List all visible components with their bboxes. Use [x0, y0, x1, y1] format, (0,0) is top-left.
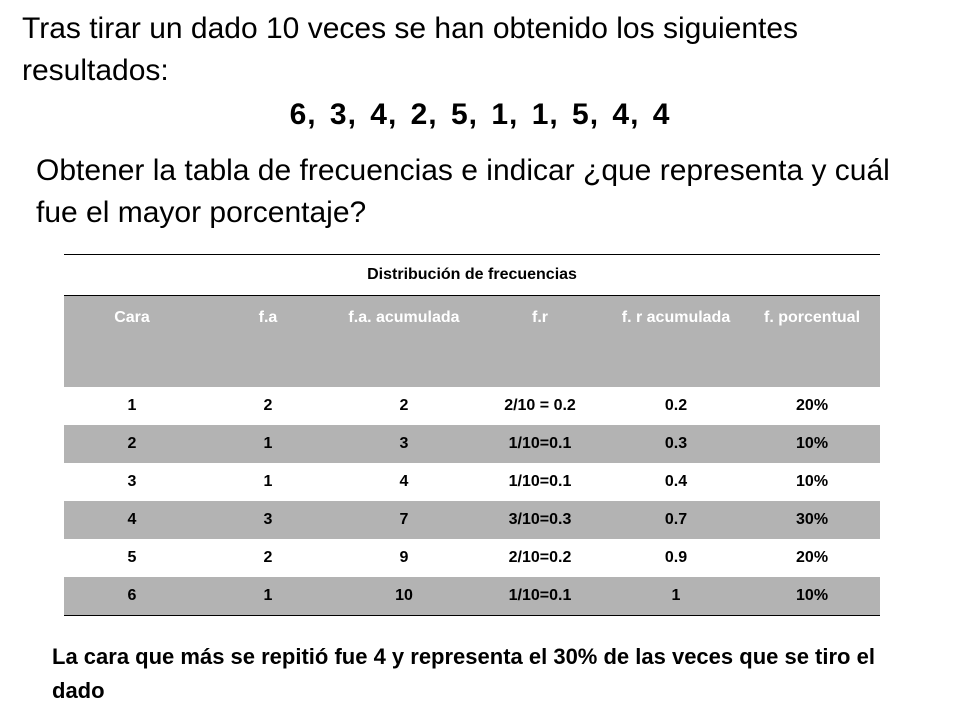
- cell-fa: 1: [200, 463, 336, 501]
- header-fr: f.r: [472, 296, 608, 388]
- cell-f-porcentual: 20%: [744, 539, 880, 577]
- cell-f-porcentual: 20%: [744, 387, 880, 425]
- header-fa: f.a: [200, 296, 336, 388]
- cell-fr: 2/10 = 0.2: [472, 387, 608, 425]
- conclusion-text: La cara que más se repitió fue 4 y representa el 30% de las veces que se tiro el dado: [52, 644, 875, 703]
- frequency-table-container: [64, 254, 880, 616]
- cell-fa: 3: [200, 501, 336, 539]
- cell-fr: 1/10=0.1: [472, 463, 608, 501]
- cell-cara: 5: [64, 539, 200, 577]
- table-row: [64, 577, 880, 616]
- header-fr-acumulada: f. r acumulada: [608, 296, 744, 388]
- cell-fa: 1: [200, 425, 336, 463]
- dice-results: 6, 3, 4, 2, 5, 1, 1, 5, 4, 4: [289, 98, 671, 131]
- cell-cara: 3: [64, 463, 200, 501]
- header-fa-acumulada: f.a. acumulada: [336, 296, 472, 388]
- cell-fa: 2: [200, 539, 336, 577]
- cell-fa-acumulada: 9: [336, 539, 472, 577]
- cell-fr-acumulada: 1: [608, 577, 744, 616]
- table-row: [64, 463, 880, 501]
- cell-fr: 1/10=0.1: [472, 425, 608, 463]
- cell-fa-acumulada: 3: [336, 425, 472, 463]
- cell-fr-acumulada: 0.9: [608, 539, 744, 577]
- table-caption-row: [64, 255, 880, 296]
- cell-fr-acumulada: 0.7: [608, 501, 744, 539]
- frequency-table: [64, 254, 880, 616]
- cell-fr: 2/10=0.2: [472, 539, 608, 577]
- cell-fr-acumulada: 0.4: [608, 463, 744, 501]
- table-title: Distribución de frecuencias: [64, 255, 880, 296]
- table-row: [64, 539, 880, 577]
- intro-text: Tras tirar un dado 10 veces se han obtenido los siguientes resultados:: [22, 12, 799, 87]
- cell-cara: 4: [64, 501, 200, 539]
- cell-cara: 6: [64, 577, 200, 616]
- cell-f-porcentual: 30%: [744, 501, 880, 539]
- cell-fr: 3/10=0.3: [472, 501, 608, 539]
- table-row: [64, 387, 880, 425]
- question-text: Obtener la tabla de frecuencias e indicar ¿que representa y cuál fue el mayor porcentaje?: [36, 154, 890, 229]
- cell-fr: 1/10=0.1: [472, 577, 608, 616]
- cell-cara: 1: [64, 387, 200, 425]
- cell-f-porcentual: 10%: [744, 425, 880, 463]
- cell-fa-acumulada: 4: [336, 463, 472, 501]
- cell-f-porcentual: 10%: [744, 577, 880, 616]
- cell-fa-acumulada: 7: [336, 501, 472, 539]
- cell-fa: 2: [200, 387, 336, 425]
- table-header-row: [64, 296, 880, 388]
- header-cara: Cara: [64, 296, 200, 388]
- header-f-porcentual: f. porcentual: [744, 296, 880, 388]
- cell-fr-acumulada: 0.2: [608, 387, 744, 425]
- table-row: [64, 425, 880, 463]
- cell-cara: 2: [64, 425, 200, 463]
- cell-fa-acumulada: 10: [336, 577, 472, 616]
- cell-fr-acumulada: 0.3: [608, 425, 744, 463]
- cell-fa-acumulada: 2: [336, 387, 472, 425]
- cell-fa: 1: [200, 577, 336, 616]
- table-row: [64, 501, 880, 539]
- cell-f-porcentual: 10%: [744, 463, 880, 501]
